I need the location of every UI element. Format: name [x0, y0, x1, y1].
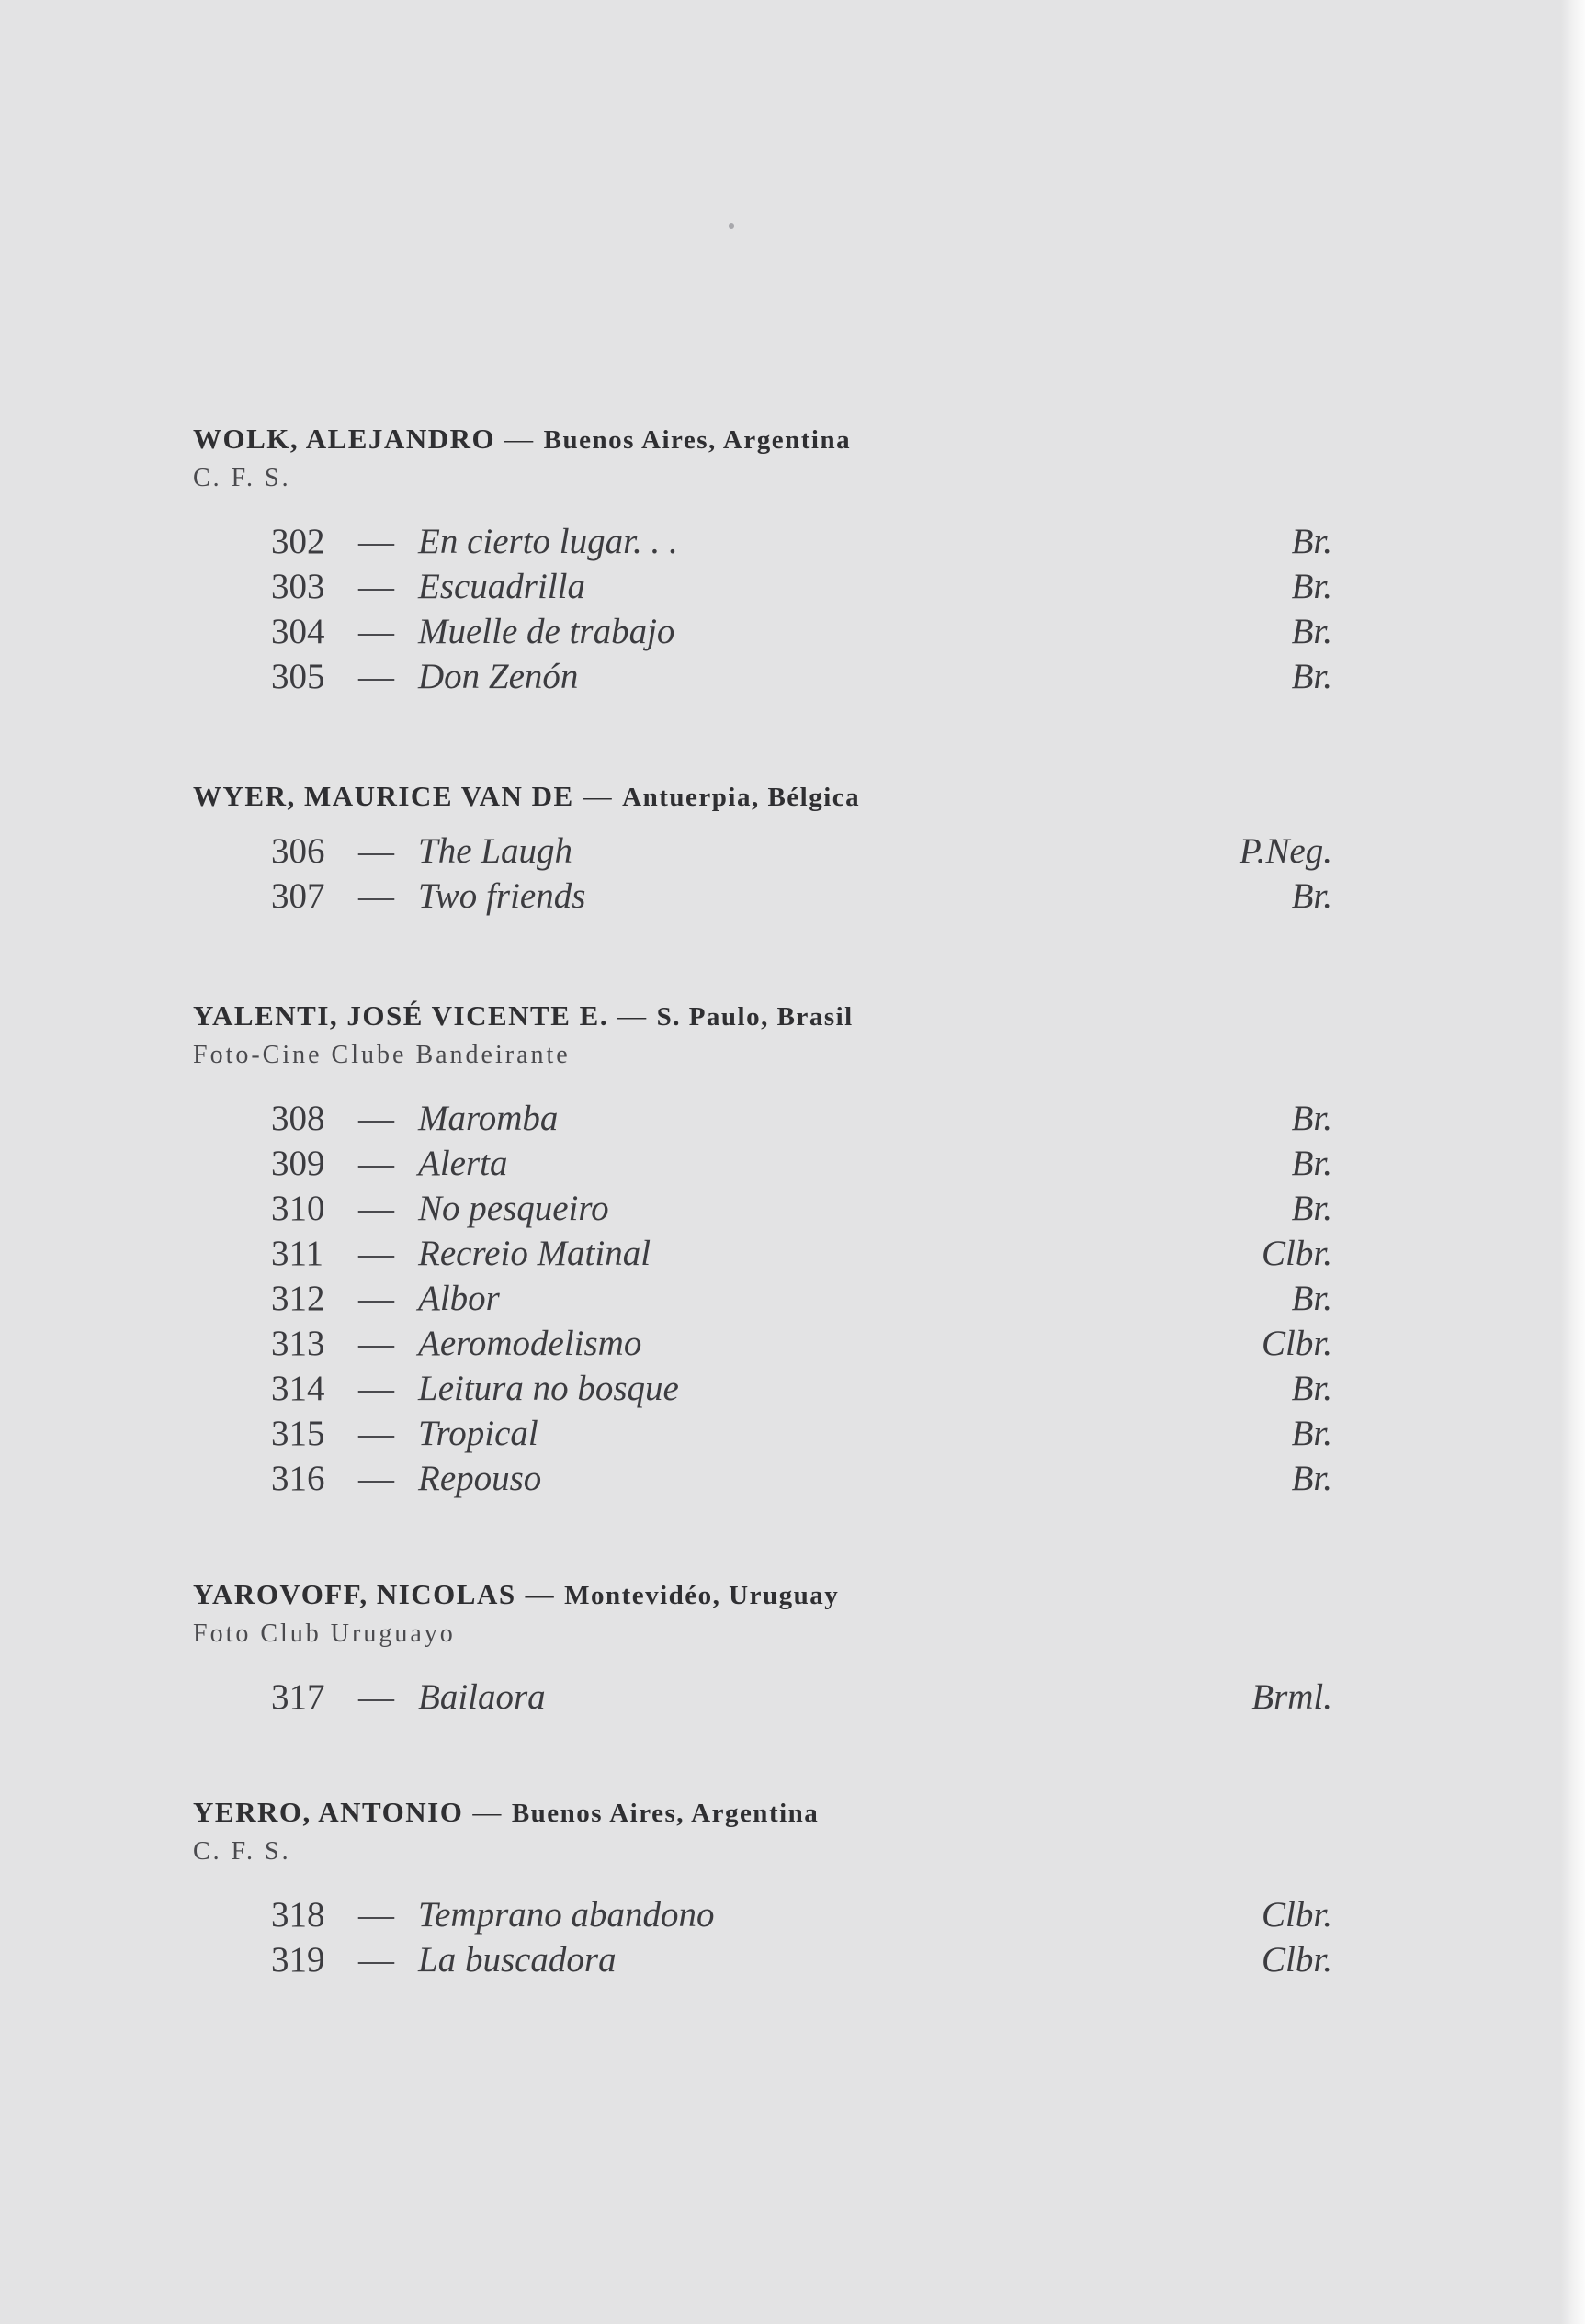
work-title: Repouso — [418, 1459, 542, 1498]
club-name: C. F. S. — [193, 464, 291, 492]
author-place: Montevidéo, Uruguay — [564, 1581, 840, 1610]
work-row — [193, 654, 1332, 699]
page-edge — [1561, 0, 1585, 2324]
work-row — [193, 1937, 1332, 1982]
author-name: YAROVOFF, NICOLAS — [193, 1578, 516, 1610]
work-dash: — — [358, 1144, 394, 1183]
header-dash: — — [525, 1578, 556, 1610]
entry-yarovoff — [193, 1574, 1332, 1720]
work-dash: — — [358, 1189, 394, 1228]
work-technique: Br. — [1291, 612, 1332, 651]
entry-wolk — [193, 418, 1332, 699]
work-title: Escuadrilla — [418, 567, 585, 606]
work-technique: Clbr. — [1262, 1234, 1332, 1273]
work-number: 311 — [271, 1234, 324, 1273]
work-number: 312 — [271, 1279, 325, 1318]
work-number: 305 — [271, 657, 325, 696]
work-number: 306 — [271, 831, 325, 871]
author-place: S. Paulo, Brasil — [656, 1002, 854, 1032]
work-row — [193, 1366, 1332, 1411]
work-title: Recreio Matinal — [418, 1234, 651, 1273]
author-name: WYER, MAURICE VAN DE — [193, 780, 574, 812]
work-row — [193, 609, 1332, 654]
author-name: YALENTI, JOSÉ VICENTE E. — [193, 999, 609, 1032]
work-number: 309 — [271, 1144, 325, 1183]
work-title: Maromba — [418, 1099, 559, 1138]
work-technique: Br. — [1291, 1414, 1332, 1453]
work-title: Don Zenón — [418, 657, 579, 696]
work-dash: — — [358, 612, 394, 651]
work-technique: Clbr. — [1262, 1940, 1332, 1980]
works-list — [193, 1675, 1332, 1720]
work-technique: Br. — [1291, 1144, 1332, 1183]
work-title: En cierto lugar. . . — [418, 522, 678, 561]
entry-yerro — [193, 1791, 1332, 1982]
work-technique: Br. — [1291, 1279, 1332, 1318]
author-name: YERRO, ANTONIO — [193, 1796, 464, 1828]
work-row — [193, 1892, 1332, 1937]
entry-wyer — [193, 775, 1332, 919]
work-dash: — — [358, 1369, 394, 1408]
work-row — [193, 1141, 1332, 1186]
work-row — [193, 1186, 1332, 1231]
works-list — [193, 1096, 1332, 1501]
paper-speck — [729, 223, 734, 229]
work-technique: Br. — [1291, 876, 1332, 916]
work-technique: Br. — [1291, 657, 1332, 696]
works-list — [193, 829, 1332, 919]
work-row — [193, 1411, 1332, 1456]
work-dash: — — [358, 876, 394, 916]
work-technique: Br. — [1291, 567, 1332, 606]
author-name: WOLK, ALEJANDRO — [193, 423, 496, 455]
header-dash: — — [617, 999, 648, 1032]
work-technique: Clbr. — [1262, 1324, 1332, 1363]
work-number: 313 — [271, 1324, 325, 1363]
work-dash: — — [358, 1234, 394, 1273]
work-number: 310 — [271, 1189, 325, 1228]
work-title: Temprano abandono — [418, 1895, 715, 1935]
work-title: The Laugh — [418, 831, 572, 871]
work-title: Tropical — [418, 1414, 538, 1453]
work-title: Alerta — [418, 1144, 508, 1183]
work-number: 315 — [271, 1414, 325, 1453]
work-number: 318 — [271, 1895, 325, 1935]
entry-header — [193, 995, 1332, 1037]
work-number: 314 — [271, 1369, 325, 1408]
works-list — [193, 519, 1332, 699]
work-row — [193, 874, 1332, 919]
work-row — [193, 1096, 1332, 1141]
work-row — [193, 1231, 1332, 1276]
work-technique: Brml. — [1251, 1677, 1332, 1717]
work-number: 308 — [271, 1099, 325, 1138]
work-title: No pesqueiro — [418, 1189, 609, 1228]
work-dash: — — [358, 831, 394, 871]
work-row — [193, 519, 1332, 564]
header-dash: — — [583, 780, 614, 812]
work-dash: — — [358, 1099, 394, 1138]
work-number: 307 — [271, 876, 325, 916]
work-dash: — — [358, 1677, 394, 1717]
work-technique: Clbr. — [1262, 1895, 1332, 1935]
entry-header — [193, 1791, 1332, 1833]
entry-header — [193, 418, 1332, 460]
work-number: 319 — [271, 1940, 325, 1980]
work-dash: — — [358, 1895, 394, 1935]
work-number: 317 — [271, 1677, 325, 1717]
works-list — [193, 1892, 1332, 1982]
work-dash: — — [358, 1324, 394, 1363]
header-dash: — — [472, 1796, 503, 1828]
work-row — [193, 1276, 1332, 1321]
work-number: 304 — [271, 612, 325, 651]
work-title: Aeromodelismo — [418, 1324, 642, 1363]
work-number: 302 — [271, 522, 325, 561]
author-place: Buenos Aires, Argentina — [543, 425, 852, 455]
work-dash: — — [358, 657, 394, 696]
work-title: Leitura no bosque — [418, 1369, 679, 1408]
author-place: Buenos Aires, Argentina — [511, 1799, 820, 1828]
entry-yalenti — [193, 995, 1332, 1501]
work-number: 303 — [271, 567, 325, 606]
work-dash: — — [358, 1279, 394, 1318]
work-technique: Br. — [1291, 1459, 1332, 1498]
author-place: Antuerpia, Bélgica — [622, 783, 861, 812]
club-name: Foto Club Uruguayo — [193, 1619, 456, 1648]
work-row — [193, 1675, 1332, 1720]
club-name: C. F. S. — [193, 1837, 291, 1866]
work-dash: — — [358, 1940, 394, 1980]
work-dash: — — [358, 567, 394, 606]
work-technique: Br. — [1291, 1189, 1332, 1228]
entry-header — [193, 1574, 1332, 1616]
work-technique: Br. — [1291, 1099, 1332, 1138]
header-dash: — — [504, 423, 535, 455]
work-title: Muelle de trabajo — [418, 612, 675, 651]
work-dash: — — [358, 1414, 394, 1453]
work-technique: Br. — [1291, 1369, 1332, 1408]
work-title: La buscadora — [418, 1940, 617, 1980]
work-row — [193, 829, 1332, 874]
work-row — [193, 1321, 1332, 1366]
work-number: 316 — [271, 1459, 325, 1498]
work-dash: — — [358, 1459, 394, 1498]
work-technique: Br. — [1291, 522, 1332, 561]
work-row — [193, 564, 1332, 609]
work-title: Bailaora — [418, 1677, 546, 1717]
club-name: Foto-Cine Clube Bandeirante — [193, 1041, 571, 1069]
entry-header — [193, 775, 1332, 818]
work-title: Albor — [418, 1279, 500, 1318]
work-row — [193, 1456, 1332, 1501]
work-dash: — — [358, 522, 394, 561]
work-title: Two friends — [418, 876, 586, 916]
work-technique: P.Neg. — [1239, 831, 1332, 871]
